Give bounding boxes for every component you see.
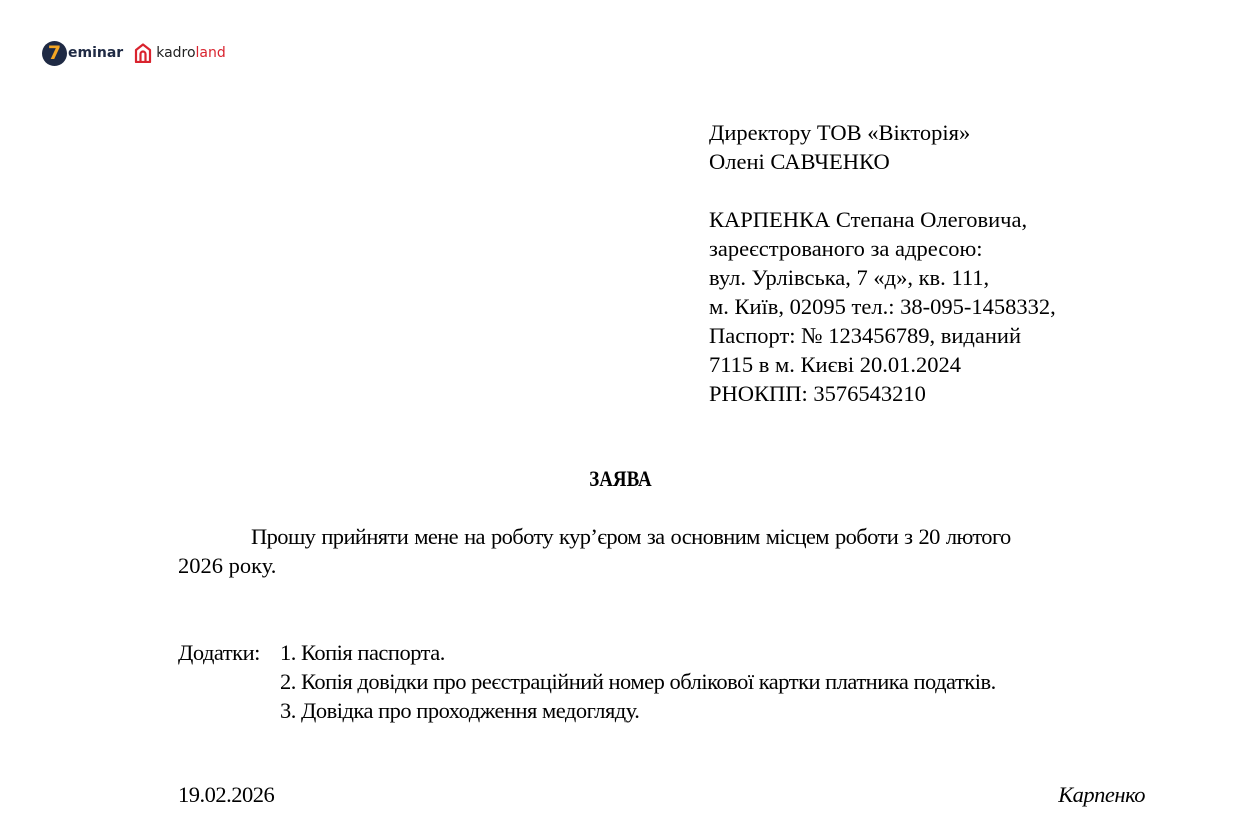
- application-body: [178, 522, 1153, 580]
- applicant-name: КАРПЕНКА Степана Олеговича,: [709, 207, 1028, 232]
- addressee-position: Директору ТОВ «Вікторія»: [709, 120, 971, 145]
- attachment-item-1: 1. Копія паспорта.: [280, 640, 445, 665]
- seminar-logo-text: eminar: [68, 45, 124, 61]
- attachment-item-3: 3. Довідка про проходження медогляду.: [280, 698, 640, 723]
- header-logos: [42, 39, 226, 67]
- applicant-rnokpp: РНОКПП: 3576543210: [709, 381, 926, 406]
- attachment-item: [178, 638, 996, 667]
- document-date: 19.02.2026: [178, 782, 275, 807]
- document-title: ЗАЯВА: [589, 466, 652, 491]
- seminar-badge-icon: 7: [42, 41, 67, 66]
- body-line-1: Прошу прийняти мене на роботу кур’єром за основним місцем роботи з 20 лютого: [251, 524, 1011, 549]
- applicant-street: вул. Урлівська, 7 «д», кв. 111,: [709, 265, 990, 290]
- addressee-name: Олені САВЧЕНКО: [709, 149, 890, 174]
- seminar-logo: [42, 41, 123, 66]
- kadroland-logo: [134, 43, 226, 63]
- applicant-registered: зареєстрованого за адресою:: [709, 236, 983, 261]
- attachments-list: [178, 638, 996, 725]
- signature: Карпенко: [1058, 782, 1145, 807]
- kadroland-text-part2: land: [195, 45, 226, 61]
- attachments-label: Додатки:: [178, 640, 260, 665]
- attachment-item-2: 2. Копія довідки про реєстраційний номер облікової картки платника податків.: [280, 669, 996, 694]
- kadroland-text-part1: kadro: [156, 45, 196, 61]
- applicant-passport-issued: 7115 в м. Києві 20.01.2024: [709, 352, 961, 377]
- applicant-passport: Паспорт: № 123456789, виданий: [709, 323, 1021, 348]
- house-icon: [134, 43, 152, 63]
- applicant-city-phone: м. Київ, 02095 тел.: 38-095-1458332,: [709, 294, 1056, 319]
- body-line-2: 2026 року.: [178, 553, 277, 578]
- addressee-block: [709, 118, 1056, 408]
